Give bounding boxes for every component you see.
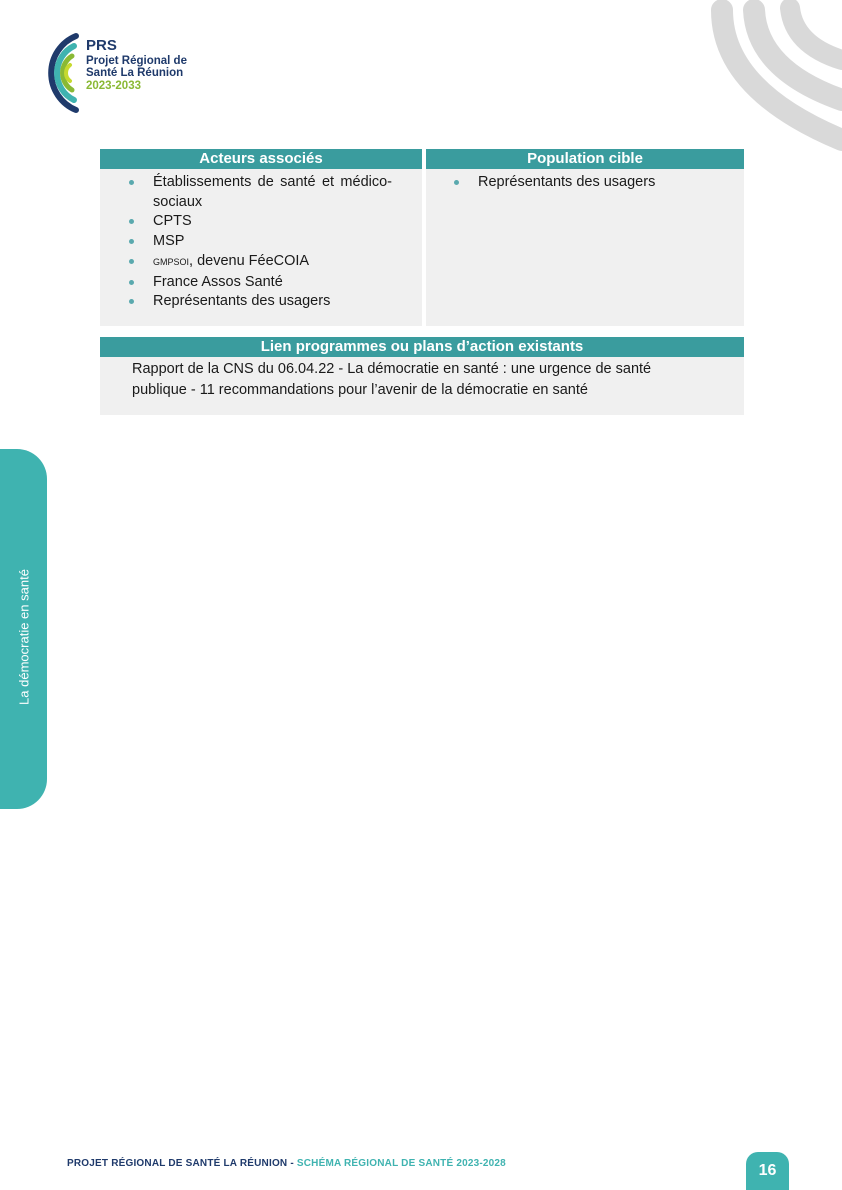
gmpsoi-label: GMPSOI bbox=[153, 256, 190, 267]
section-side-label: La démocratie en santé bbox=[16, 569, 32, 705]
actors-column bbox=[100, 149, 422, 326]
prs-logo bbox=[24, 28, 224, 118]
decorative-arcs-icon bbox=[702, 0, 842, 160]
list-item: France Assos Santé bbox=[100, 273, 422, 293]
programmes-text: Rapport de la CNS du 06.04.22 - La démocratie en santé : une urgence de santé publique - 11 recommandations pour l’avenir de la démocratie en santé bbox=[132, 361, 652, 398]
logo-acronym: PRS bbox=[86, 37, 117, 54]
logo-line-2: Santé La Réunion bbox=[86, 67, 184, 80]
list-item: MSP bbox=[100, 232, 422, 252]
page-number: 16 bbox=[746, 1152, 789, 1190]
list-item: Établissements de santé et médico-sociaux bbox=[100, 173, 422, 212]
logo-years: 2023-2033 bbox=[86, 79, 141, 92]
population-column bbox=[426, 149, 744, 326]
list-item: CPTS bbox=[100, 212, 422, 232]
footer-part-2: SCHÉMA RÉGIONAL DE SANTÉ 2023-2028 bbox=[296, 1158, 506, 1169]
logo-line-1: Projet Régional de bbox=[86, 54, 187, 67]
list-item: Représentants des usagers bbox=[100, 292, 422, 312]
list-item: Représentants des usagers bbox=[426, 173, 744, 193]
gmpsoi-rest: , devenu FéeCOIA bbox=[189, 252, 310, 269]
footer-separator: - bbox=[287, 1158, 297, 1169]
prs-logo-arcs-icon bbox=[24, 28, 84, 118]
list-item bbox=[100, 252, 422, 273]
programmes-header: Lien programmes ou plans d’action existants bbox=[100, 337, 744, 357]
population-header: Population cible bbox=[426, 149, 744, 169]
actors-header: Acteurs associés bbox=[100, 149, 422, 169]
actors-population-table bbox=[100, 149, 744, 326]
footer-part-1: PROJET RÉGIONAL DE SANTÉ LA RÉUNION bbox=[67, 1158, 288, 1169]
programmes-table bbox=[100, 337, 744, 415]
actors-list bbox=[100, 169, 422, 312]
population-list bbox=[426, 169, 744, 193]
footer-title bbox=[67, 1158, 506, 1169]
